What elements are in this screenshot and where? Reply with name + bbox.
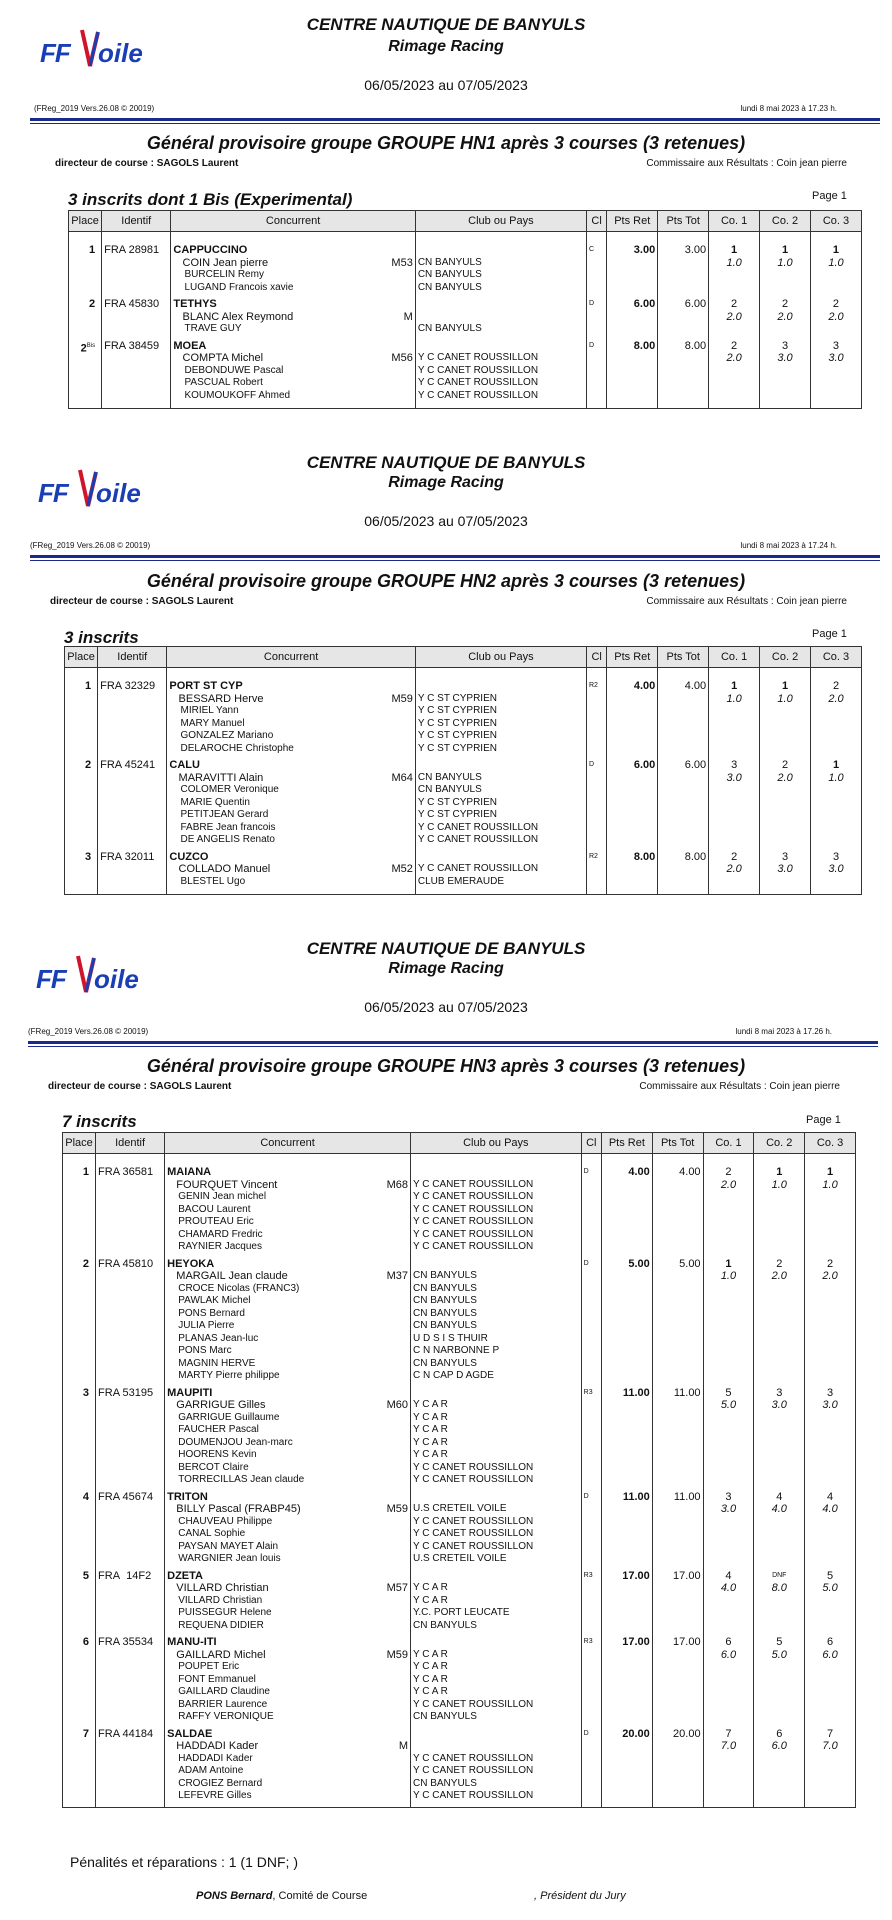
divider — [30, 123, 880, 124]
col-pts-ret: Pts Ret — [601, 1133, 652, 1154]
col-place: Place — [63, 1133, 96, 1154]
table-row: $2^{Bis}$ FRA 38459 MOEA COMPTA Michel M56 DEBONDUWE Pascal PASCUAL Robert KOUMOUKOFF Ahmed Y C CANET ROUSSILLON Y C CANET ROUSSILLON Y C CANET ROUSSILLON Y C CANET ROUSSILLON D 8.00 8.00 2 2.0 3 3.0 3 3.0 — [69, 336, 862, 409]
penalties-note: Pénalités et réparations : 1 (1 DNF; ) — [70, 1854, 298, 1870]
jury-president: , Président du Jury — [534, 1890, 626, 1902]
col-pts-ret: Pts Ret — [607, 647, 658, 668]
committee-role: , Comité de Course — [272, 1890, 368, 1902]
ffvoile-logo: FF oile — [36, 954, 146, 998]
divider — [30, 560, 880, 561]
col-club: Club ou Pays — [415, 211, 586, 232]
table-row: 6 FRA 35534 MANU-ITI GAILLARD Michel M59 POUPET Eric FONT Emmanuel GAILLARD Claudine BARRIER Laurence RAFFY VERONIQUE Y C A R Y C A R Y C A R Y C A R Y C CANET ROUSSILLON CN BANYULS R3 17.00 17.00 6 6.0 5 5.0 6 6.0 — [63, 1632, 856, 1724]
event-subtitle: Rimage Racing — [388, 474, 504, 491]
col-cl: Cl — [586, 211, 606, 232]
entry-count: 3 inscrits dont 1 Bis (Experimental) — [68, 190, 353, 209]
divider — [30, 555, 880, 558]
header-row — [65, 647, 862, 668]
event-title: CENTRE NAUTIQUE DE BANYULS — [306, 939, 586, 958]
table-row: 1 FRA 36581 MAIANA FOURQUET Vincent M68 GENIN Jean michel BACOU Laurent PROUTEAU Eric CHAMARD Fredric RAYNIER Jacques Y C CANET ROUSSILLON Y C CANET ROUSSILLON Y C CANET ROUSSILLON Y C CANET ROUSSILLON Y C CANET ROUSSILLON Y C CANET ROUSSILLON D 4.00 4.00 2 2.0 1 1.0 1 1.0 — [63, 1166, 856, 1254]
committee-signer: PONS Bernard — [196, 1890, 273, 1902]
col-pts-tot: Pts Tot — [658, 647, 709, 668]
generated-time: lundi 8 mai 2023 à 17.26 h. — [735, 1027, 832, 1036]
event-subtitle: Rimage Racing — [388, 38, 504, 55]
col-club: Club ou Pays — [415, 647, 586, 668]
event-title: CENTRE NAUTIQUE DE BANYULS — [306, 15, 586, 34]
page-number: Page 1 — [812, 190, 847, 202]
generated-time: lundi 8 mai 2023 à 17.23 h. — [740, 104, 837, 113]
page-number: Page 1 — [812, 628, 847, 640]
results-table — [64, 646, 862, 895]
col-co3: Co. 3 — [810, 211, 861, 232]
results-table — [68, 210, 862, 409]
group-title: Général provisoire groupe GROUPE HN1 après 3 courses (3 retenues) — [146, 133, 746, 153]
col-co2: Co. 2 — [760, 211, 811, 232]
col-concurrent: Concurrent — [171, 211, 415, 232]
col-identif: Identif — [96, 1133, 165, 1154]
col-identif: Identif — [98, 647, 167, 668]
signature-line — [196, 1890, 367, 1902]
col-co1: Co. 1 — [709, 647, 760, 668]
col-co3: Co. 3 — [805, 1133, 856, 1154]
header-row — [69, 211, 862, 232]
software-version: (FReg_2019 Vers.26.08 © 20019) — [34, 104, 155, 113]
table-row: 7 FRA 44184 SALDAE HADDADI Kader M HADDADI Kader ADAM Antoine CROGIEZ Bernard LEFEVRE Gilles Y C CANET ROUSSILLON Y C CANET ROUSSILLON CN BANYULS Y C CANET ROUSSILLON D 20.00 20.00 7 7.0 6 6.0 7 7.0 — [63, 1724, 856, 1808]
table-row: 2 FRA 45810 HEYOKA MARGAIL Jean claude M37 CROCE Nicolas (FRANC3) PAWLAK Michel PONS Bernard JULIA Pierre PLANAS Jean-luc PONS Marc MAGNIN HERVE MARTY Pierre philippe CN BANYULS CN BANYULS CN BANYULS CN BANYULS CN BANYULS U D S I S THUIR C N NARBONNE P CN BANYULS C N CAP D AGDE D 5.00 5.00 1 1.0 2 2.0 2 2.0 — [63, 1254, 856, 1383]
header-row — [63, 1133, 856, 1154]
entry-count: 7 inscrits — [62, 1112, 137, 1131]
col-co1: Co. 1 — [709, 211, 760, 232]
results-commissioner: Commissaire aux Résultats : Coin jean pierre — [639, 1081, 840, 1092]
results-commissioner: Commissaire aux Résultats : Coin jean pierre — [646, 158, 847, 169]
group-title: Général provisoire groupe GROUPE HN3 après 3 courses (3 retenues) — [146, 1056, 746, 1076]
col-co2: Co. 2 — [754, 1133, 805, 1154]
col-club: Club ou Pays — [410, 1133, 581, 1154]
event-subtitle: Rimage Racing — [388, 960, 504, 977]
page-number: Page 1 — [806, 1114, 841, 1126]
col-place: Place — [69, 211, 102, 232]
software-version: (FReg_2019 Vers.26.08 © 20019) — [30, 541, 151, 550]
results-section-hn1 — [0, 0, 892, 440]
group-title: Général provisoire groupe GROUPE HN2 après 3 courses (3 retenues) — [146, 571, 746, 591]
divider — [28, 1046, 878, 1047]
table-row: 4 FRA 45674 TRITON BILLY Pascal (FRABP45) M59 CHAUVEAU Philippe CANAL Sophie PAYSAN MAYET Alain WARGNIER Jean louis U.S CRETEIL VOILE Y C CANET ROUSSILLON Y C CANET ROUSSILLON Y C CANET ROUSSILLON U.S CRETEIL VOILE D 11.00 11.00 3 3.0 4 4.0 4 4.0 — [63, 1487, 856, 1566]
event-dates: 06/05/2023 au 07/05/2023 — [364, 999, 528, 1015]
table-row: 3 FRA 53195 MAUPITI GARRIGUE Gilles M60 GARRIGUE Guillaume FAUCHER Pascal DOUMENJOU Jean-marc HOORENS Kevin BERCOT Claire TORRECILLAS Jean claude Y C A R Y C A R Y C A R Y C A R Y C A R Y C CANET ROUSSILLON Y C CANET ROUSSILLON R3 11.00 11.00 5 5.0 3 3.0 3 3.0 — [63, 1383, 856, 1487]
table-row: 3 FRA 32011 CUZCO COLLADO Manuel M52 BLESTEL Ugo Y C CANET ROUSSILLON CLUB EMERAUDE R2 8.00 8.00 2 2.0 3 3.0 3 3.0 — [65, 847, 862, 895]
generated-time: lundi 8 mai 2023 à 17.24 h. — [740, 541, 837, 550]
race-director: directeur de course : SAGOLS Laurent — [50, 596, 234, 607]
col-identif: Identif — [102, 211, 171, 232]
event-title: CENTRE NAUTIQUE DE BANYULS — [306, 453, 586, 472]
table-row: 1 FRA 32329 PORT ST CYP BESSARD Herve M59 MIRIEL Yann MARY Manuel GONZALEZ Mariano DELAROCHE Christophe Y C ST CYPRIEN Y C ST CYPRIEN Y C ST CYPRIEN Y C ST CYPRIEN Y C ST CYPRIEN R2 4.00 4.00 1 1.0 1 1.0 2 2.0 — [65, 680, 862, 755]
results-section-hn2 — [0, 450, 892, 930]
col-pts-ret: Pts Ret — [607, 211, 658, 232]
table-row: 2 FRA 45241 CALU MARAVITTI Alain M64 COLOMER Veronique MARIE Quentin PETITJEAN Gerard FABRE Jean francois DE ANGELIS Renato CN BANYULS CN BANYULS Y C ST CYPRIEN Y C ST CYPRIEN Y C CANET ROUSSILLON Y C CANET ROUSSILLON D 6.00 6.00 3 3.0 2 2.0 1 1.0 — [65, 755, 862, 847]
col-pts-tot: Pts Tot — [652, 1133, 703, 1154]
col-co2: Co. 2 — [760, 647, 811, 668]
table-row: 1 FRA 28981 CAPPUCCINO COIN Jean pierre M53 BURCELIN Remy LUGAND Francois xavie CN BANYULS CN BANYULS CN BANYULS C 3.00 3.00 1 1.0 1 1.0 1 1.0 — [69, 244, 862, 294]
race-director: directeur de course : SAGOLS Laurent — [48, 1081, 232, 1092]
divider — [30, 118, 880, 121]
event-dates: 06/05/2023 au 07/05/2023 — [364, 77, 528, 93]
col-concurrent: Concurrent — [165, 1133, 411, 1154]
results-section-hn3 — [0, 938, 892, 1920]
col-pts-tot: Pts Tot — [658, 211, 709, 232]
table-row: 5 FRA 14F2 DZETA VILLARD Christian M57 VILLARD Christian PUISSEGUR Helene REQUENA DIDIER Y C A R Y C A R Y.C. PORT LEUCATE CN BANYULS R3 17.00 17.00 4 4.0 DNF 8.0 5 5.0 — [63, 1566, 856, 1633]
software-version: (FReg_2019 Vers.26.08 © 20019) — [28, 1027, 149, 1036]
divider — [28, 1041, 878, 1044]
col-concurrent: Concurrent — [167, 647, 416, 668]
table-row: 2 FRA 45830 TETHYS BLANC Alex Reymond M TRAVE GUY CN BANYULS D 6.00 6.00 2 2.0 2 2.0 2 2.0 — [69, 294, 862, 336]
race-director: directeur de course : SAGOLS Laurent — [55, 158, 239, 169]
ffvoile-logo: FF oile — [40, 28, 150, 72]
ffvoile-logo: FF oile — [38, 468, 148, 512]
entry-count: 3 inscrits — [64, 628, 139, 647]
col-cl: Cl — [581, 1133, 601, 1154]
col-co1: Co. 1 — [703, 1133, 754, 1154]
col-cl: Cl — [586, 647, 606, 668]
col-place: Place — [65, 647, 98, 668]
results-commissioner: Commissaire aux Résultats : Coin jean pierre — [646, 596, 847, 607]
event-dates: 06/05/2023 au 07/05/2023 — [364, 513, 528, 529]
results-table — [62, 1132, 856, 1808]
col-co3: Co. 3 — [811, 647, 862, 668]
